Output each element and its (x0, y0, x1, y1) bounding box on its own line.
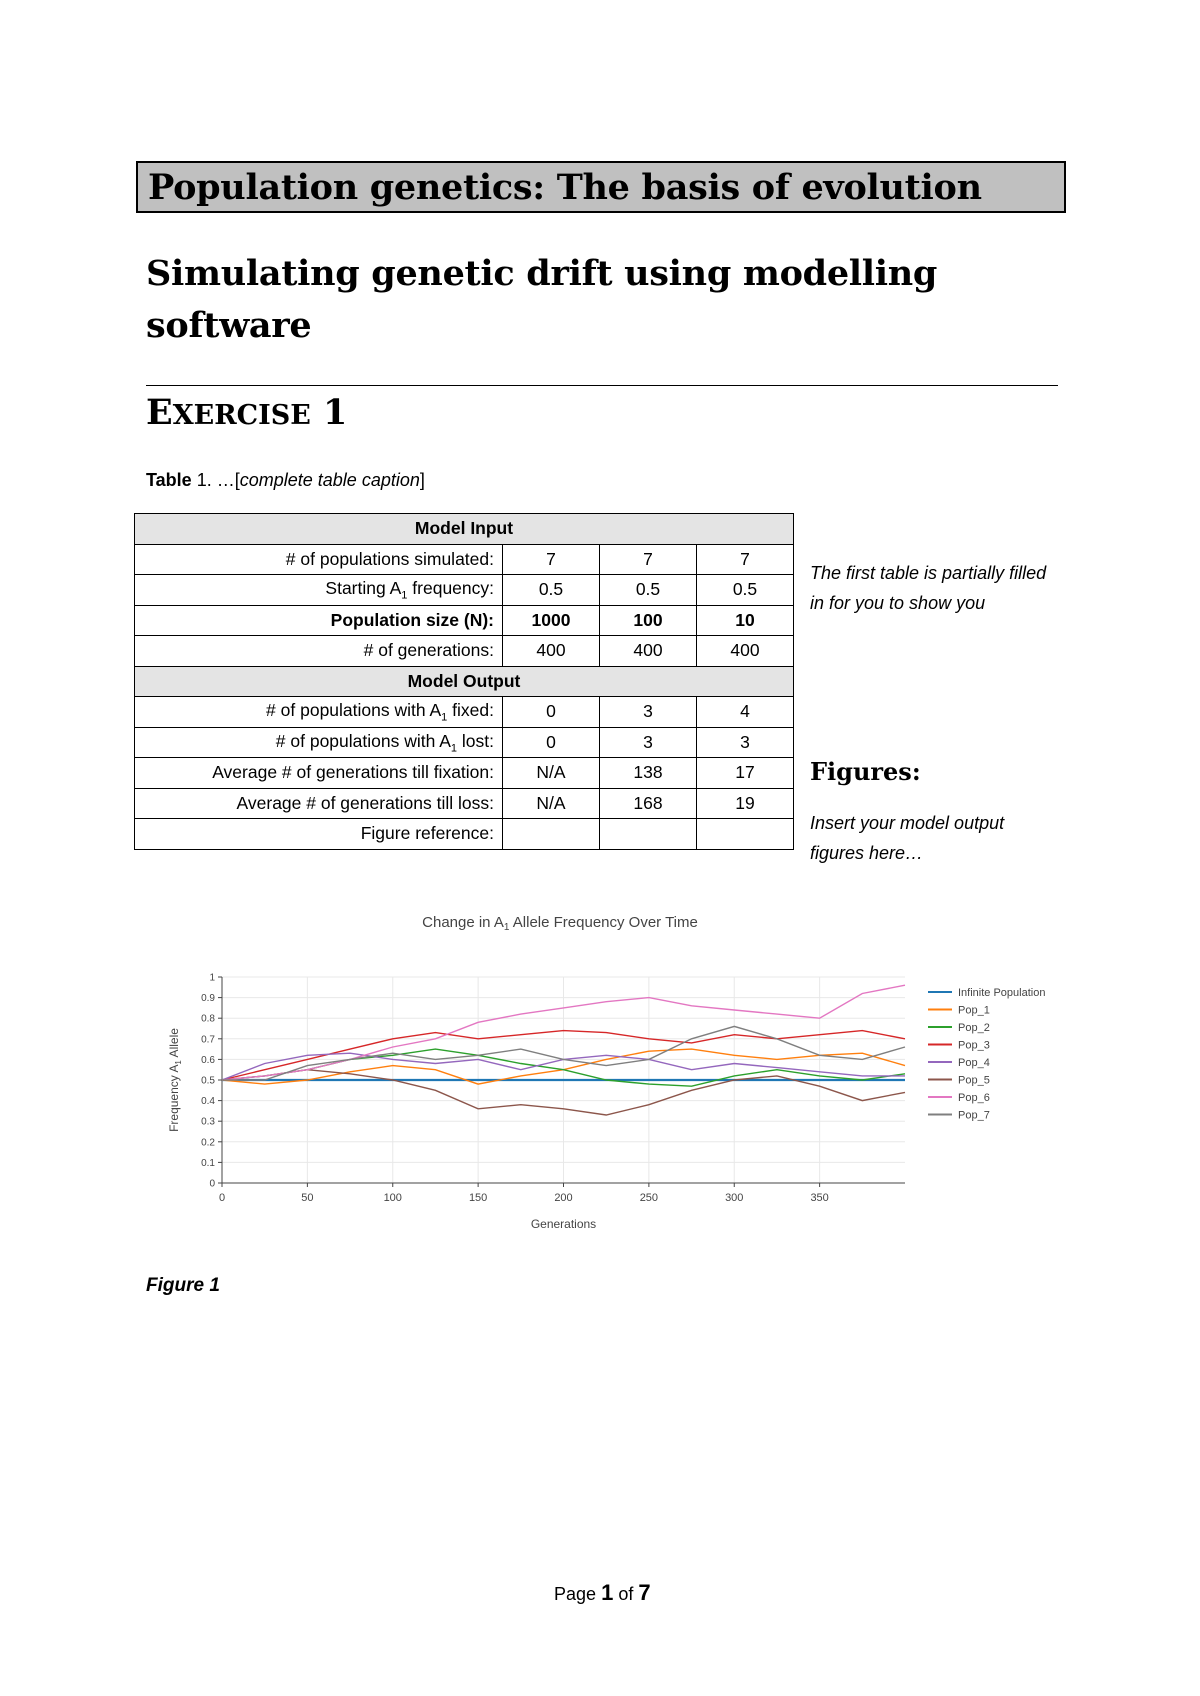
document-title-box (136, 161, 1066, 213)
label-text: lost: (457, 730, 494, 751)
cell-value: 17 (697, 758, 794, 789)
y-tick-label: 1 (209, 972, 215, 984)
cell-value (503, 819, 600, 850)
table-row (135, 727, 794, 758)
y-tick-label: 0.9 (201, 993, 215, 1005)
document-title: Population genetics: The basis of evolution (148, 167, 982, 208)
cell-value: 4 (697, 697, 794, 728)
x-axis-label: Generations (530, 1217, 597, 1231)
cell-value: 3 (600, 697, 697, 728)
section-divider (146, 385, 1058, 386)
document-subtitle: Simulating genetic drift using modelling software (146, 253, 938, 346)
row-label: # of populations simulated: (135, 544, 503, 575)
cell-value: 7 (503, 544, 600, 575)
y-tick-label: 0.2 (201, 1137, 215, 1149)
y-axis-label: Frequency $A_1$ Allele (167, 1028, 183, 1132)
table-row (135, 636, 794, 667)
x-tick-label: 250 (639, 1192, 659, 1204)
legend-label: Infinite Population (958, 987, 1046, 999)
label-text: # of populations with A (266, 700, 442, 720)
caption-close: ] (419, 470, 425, 490)
row-label (135, 697, 503, 728)
legend-label: Pop_5 (958, 1074, 990, 1087)
label-text: # of populations with A (275, 730, 451, 751)
label-text: frequency: (407, 578, 494, 598)
cell-value: 0.5 (600, 575, 697, 606)
cell-value: N/A (503, 788, 600, 819)
cell-value: 10 (697, 605, 794, 636)
table-row (135, 575, 794, 606)
cell-value (697, 819, 794, 850)
model-table (134, 513, 794, 850)
x-tick-label: 0 (218, 1192, 226, 1204)
x-tick-label: 150 (468, 1192, 488, 1204)
table-row (135, 819, 794, 850)
cell-value: 100 (600, 605, 697, 636)
cell-value: 3 (600, 727, 697, 758)
legend-label: Pop_4 (958, 1057, 990, 1069)
y-tick-label: 0.6 (201, 1054, 215, 1066)
figure-label: Figure 1 (146, 1275, 220, 1296)
exercise-first-letter: E (146, 392, 173, 433)
cell-value: 0.5 (503, 575, 600, 606)
row-label: Population size (N): (135, 605, 503, 636)
label-subscript: 1 (450, 742, 458, 754)
x-tick-label: 200 (554, 1192, 573, 1204)
row-label (135, 727, 503, 758)
label-subscript: 1 (401, 589, 408, 602)
exercise-small-caps: XERCISE (172, 400, 311, 431)
caption-label: Table (146, 470, 192, 490)
legend-label: Pop_6 (958, 1092, 990, 1104)
figures-note: Insert your model output figures here… (810, 813, 1005, 863)
legend-label: Pop_1 (958, 1004, 990, 1017)
model-output-header: Model Output (135, 666, 794, 697)
exercise-number: 1 (323, 392, 348, 433)
footer-of-word: of (618, 1584, 634, 1604)
cell-value: 19 (697, 788, 794, 819)
label-subscript: 1 (441, 711, 448, 724)
cell-value: 1000 (503, 605, 600, 636)
page-footer (554, 1580, 651, 1606)
figures-heading: Figures: (810, 757, 921, 786)
cell-value: 7 (697, 544, 794, 575)
cell-value: N/A (503, 758, 600, 789)
cell-value: 400 (600, 636, 697, 667)
y-tick-label: 0.1 (201, 1157, 215, 1169)
table-row (135, 697, 794, 728)
row-label: Figure reference: (135, 819, 503, 850)
cell-value: 400 (697, 636, 794, 667)
table-row (135, 605, 794, 636)
allele-frequency-chart (160, 905, 1090, 1250)
row-label (135, 575, 503, 606)
row-label: Average # of generations till fixation: (135, 758, 503, 789)
model-input-header: Model Input (135, 514, 794, 545)
y-tick-label: 0.7 (201, 1034, 215, 1046)
legend-label: Pop_7 (958, 1109, 990, 1122)
cell-value: 138 (600, 758, 697, 789)
table-row (135, 544, 794, 575)
cell-value: 0 (503, 697, 600, 728)
caption-italic: complete table caption (239, 470, 420, 490)
y-tick-label: 0.3 (201, 1116, 215, 1128)
cell-value: 0.5 (697, 575, 794, 606)
legend-label: Pop_2 (958, 1022, 990, 1034)
table-row (135, 758, 794, 789)
x-tick-label: 50 (301, 1192, 314, 1204)
footer-page-word: Page (554, 1584, 597, 1604)
y-tick-label: 0.8 (201, 1013, 215, 1025)
x-tick-label: 350 (810, 1192, 829, 1204)
table-row (135, 788, 794, 819)
caption-dots: …[ (216, 470, 240, 490)
x-tick-label: 100 (383, 1192, 402, 1204)
y-tick-label: 0.4 (201, 1096, 215, 1108)
cell-value: 0 (503, 727, 600, 758)
caption-number: 1. (196, 470, 212, 490)
legend-label: Pop_3 (958, 1039, 990, 1052)
label-text: fixed: (447, 700, 494, 720)
footer-page-number: 1 (601, 1580, 614, 1605)
row-label: Average # of generations till loss: (135, 788, 503, 819)
cell-value (600, 819, 697, 850)
table-caption (146, 470, 425, 491)
cell-value: 400 (503, 636, 600, 667)
cell-value: 168 (600, 788, 697, 819)
cell-value: 7 (600, 544, 697, 575)
x-tick-label: 300 (725, 1192, 744, 1204)
footer-total-pages: 7 (638, 1580, 651, 1605)
side-note: The first table is partially filled in for you to show you (810, 563, 1047, 613)
exercise-heading (146, 392, 347, 433)
chart-title: Change in $A_1$ Allele Frequency Over Time (422, 914, 698, 933)
y-tick-label: 0.5 (201, 1075, 215, 1087)
cell-value: 3 (697, 727, 794, 758)
y-tick-label: 0 (209, 1178, 215, 1190)
row-label: # of generations: (135, 636, 503, 667)
label-text: Starting A (325, 578, 402, 598)
